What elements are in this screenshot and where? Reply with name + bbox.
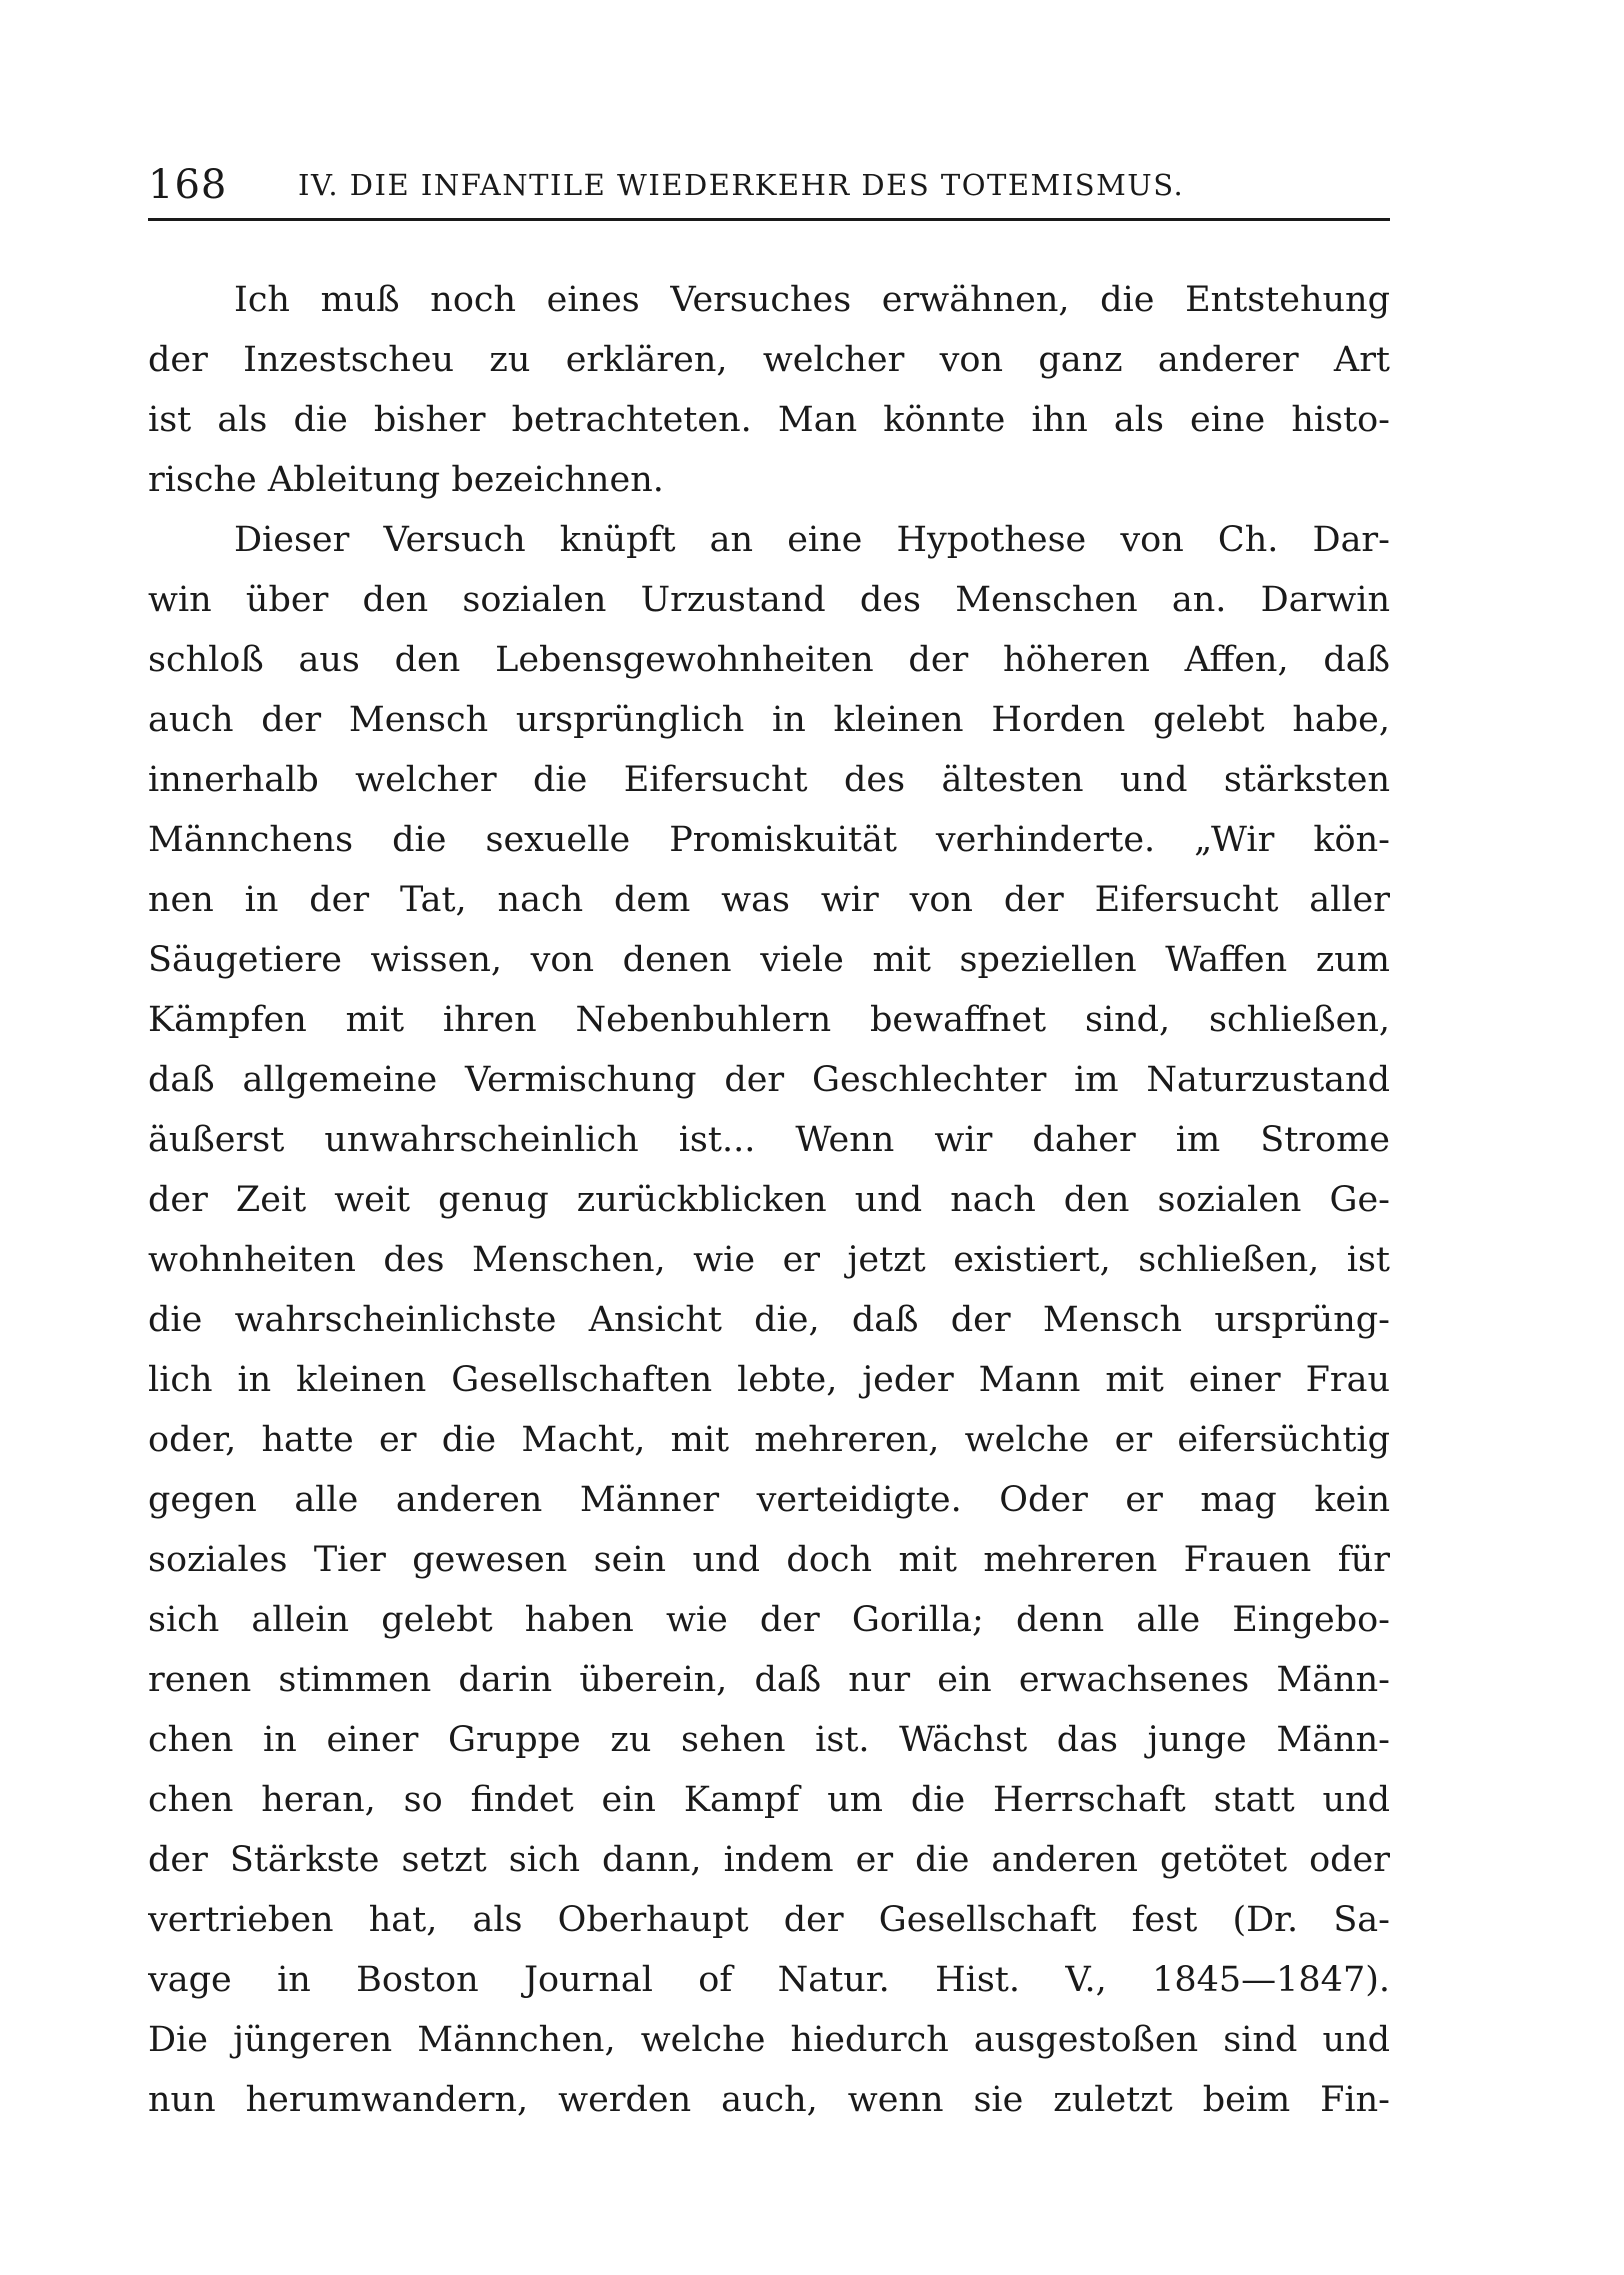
text-line: der Inzestscheu zu erklären, welcher von ganz anderer Art bbox=[148, 340, 1390, 380]
text-line: Säugetiere wissen, von denen viele mit speziellen Waffen zum bbox=[148, 940, 1390, 980]
text-line: daß allgemeine Vermischung der Geschlechter im Naturzustand bbox=[148, 1060, 1390, 1100]
text-line: vertrieben hat, als Oberhaupt der Gesellschaft fest (Dr. Sa- bbox=[148, 1900, 1390, 1940]
text-line: vage in Boston Journal of Natur. Hist. V., 1845—1847). bbox=[148, 1960, 1390, 2000]
text-line: nun herumwandern, werden auch, wenn sie zuletzt beim Fin- bbox=[148, 2080, 1390, 2120]
text-line: äußerst unwahrscheinlich ist... Wenn wir daher im Strome bbox=[148, 1120, 1390, 1160]
text-line: der Stärkste setzt sich dann, indem er die anderen getötet oder bbox=[148, 1840, 1390, 1880]
text-line: sich allein gelebt haben wie der Gorilla; denn alle Eingebo- bbox=[148, 1600, 1390, 1640]
text-line: rische Ableitung bezeichnen. bbox=[148, 460, 664, 500]
text-line: win über den sozialen Urzustand des Menschen an. Darwin bbox=[148, 580, 1390, 620]
text-line: chen in einer Gruppe zu sehen ist. Wächst das junge Männ- bbox=[148, 1720, 1390, 1760]
text-line: schloß aus den Lebensgewohnheiten der höheren Affen, daß bbox=[148, 640, 1390, 680]
text-line: wohnheiten des Menschen, wie er jetzt existiert, schließen, ist bbox=[148, 1240, 1390, 1280]
text-line: Dieser Versuch knüpft an eine Hypothese von Ch. Dar- bbox=[234, 520, 1390, 560]
text-line: chen heran, so findet ein Kampf um die Herrschaft statt und bbox=[148, 1780, 1390, 1820]
text-line: gegen alle anderen Männer verteidigte. Oder er mag kein bbox=[148, 1480, 1390, 1520]
text-line: lich in kleinen Gesellschaften lebte, jeder Mann mit einer Frau bbox=[148, 1360, 1390, 1400]
text-line: Ich muß noch eines Versuches erwähnen, die Entstehung bbox=[234, 280, 1390, 320]
paragraph-1 bbox=[148, 270, 1390, 510]
paragraph-2 bbox=[148, 510, 1390, 2130]
text-line: die wahrscheinlichste Ansicht die, daß der Mensch ursprüng- bbox=[148, 1300, 1390, 1340]
text-line: soziales Tier gewesen sein und doch mit mehreren Frauen für bbox=[148, 1540, 1390, 1580]
text-line: Kämpfen mit ihren Nebenbuhlern bewaffnet sind, schließen, bbox=[148, 1000, 1390, 1040]
text-line: ist als die bisher betrachteten. Man könnte ihn als eine histo- bbox=[148, 400, 1390, 440]
text-line: innerhalb welcher die Eifersucht des ältesten und stärksten bbox=[148, 760, 1390, 800]
body-text bbox=[148, 270, 1390, 2230]
running-head bbox=[148, 158, 1390, 218]
text-line: Die jüngeren Männchen, welche hiedurch ausgestoßen sind und bbox=[148, 2020, 1390, 2060]
text-line: renen stimmen darin überein, daß nur ein erwachsenes Männ- bbox=[148, 1660, 1390, 1700]
text-line: auch der Mensch ursprünglich in kleinen Horden gelebt habe, bbox=[148, 700, 1390, 740]
text-line: Männchens die sexuelle Promiskuität verhinderte. „Wir kön- bbox=[148, 820, 1390, 860]
text-line: der Zeit weit genug zurückblicken und nach den sozialen Ge- bbox=[148, 1180, 1390, 1220]
text-line: nen in der Tat, nach dem was wir von der Eifersucht aller bbox=[148, 880, 1390, 920]
chapter-title: IV. DIE INFANTILE WIEDERKEHR DES TOTEMISMUS. bbox=[298, 168, 1185, 202]
header-rule bbox=[148, 218, 1390, 221]
text-line: oder, hatte er die Macht, mit mehreren, welche er eifersüchtig bbox=[148, 1420, 1390, 1460]
page-number: 168 bbox=[148, 162, 228, 208]
